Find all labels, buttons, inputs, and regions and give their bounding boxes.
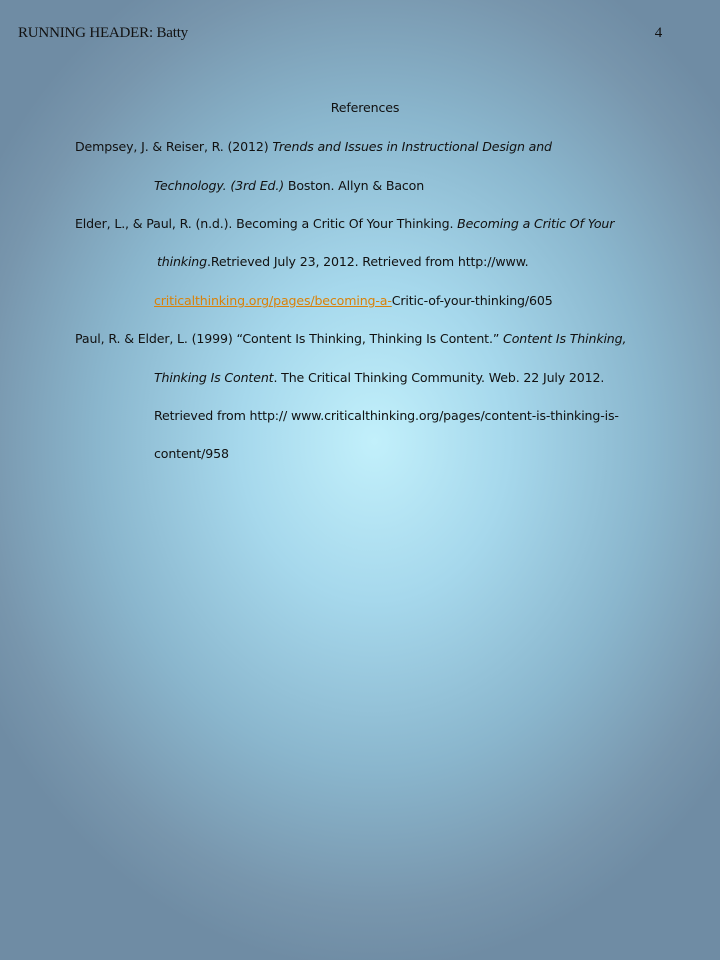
ref2-url-link[interactable]: criticalthinking.org/pages/becoming-a- [154,293,392,308]
ref2-authors: Elder, L., & Paul, R. (n.d.). Becoming a Critic Of Your Thinking. [75,216,458,231]
ref2-source-cont: thinking [157,254,207,269]
reference-entry-3-line-2 [154,369,604,387]
reference-entry-3-line-1 [75,330,626,348]
reference-entry-2-line-1 [75,215,614,233]
references-title: References [330,100,400,115]
ref1-publisher: Boston. Allyn & Bacon [283,178,425,193]
ref2-retrieved: .Retrieved July 23, 2012. Retrieved from http://www. [206,254,529,269]
ref2-source: Becoming a Critic Of Your [457,216,615,231]
ref3-authors: Paul, R. & Elder, L. (1999) “Content Is Thinking, Thinking Is Content.” [75,331,504,346]
ref3-source: Content Is Thinking, [503,331,627,346]
ref1-authors: Dempsey, J. & Reiser, R. (2012) [75,139,273,154]
reference-entry-3-line-4: content/958 [154,446,229,461]
running-head-text: RUNNING HEADER: Batty [18,25,188,41]
reference-entry-1-line-2 [154,177,424,195]
ref3-source-cont: Thinking Is Content [154,370,274,385]
ref1-title: Trends and Issues in Instructional Design and [272,139,552,154]
reference-entry-2-line-3 [154,292,553,310]
ref2-url-rest: Critic-of-your-thinking/605 [391,293,553,308]
ref3-publisher: . The Critical Thinking Community. Web. 22 July 2012. [273,370,605,385]
reference-entry-2-line-2 [157,253,529,271]
reference-entry-1-line-1 [75,138,552,156]
page-number: 4 [654,25,662,41]
reference-entry-3-line-3: Retrieved from http:// www.criticalthinking.org/pages/content-is-thinking-is- [154,408,619,423]
ref1-title-cont: Technology. (3rd Ed.) [154,178,284,193]
